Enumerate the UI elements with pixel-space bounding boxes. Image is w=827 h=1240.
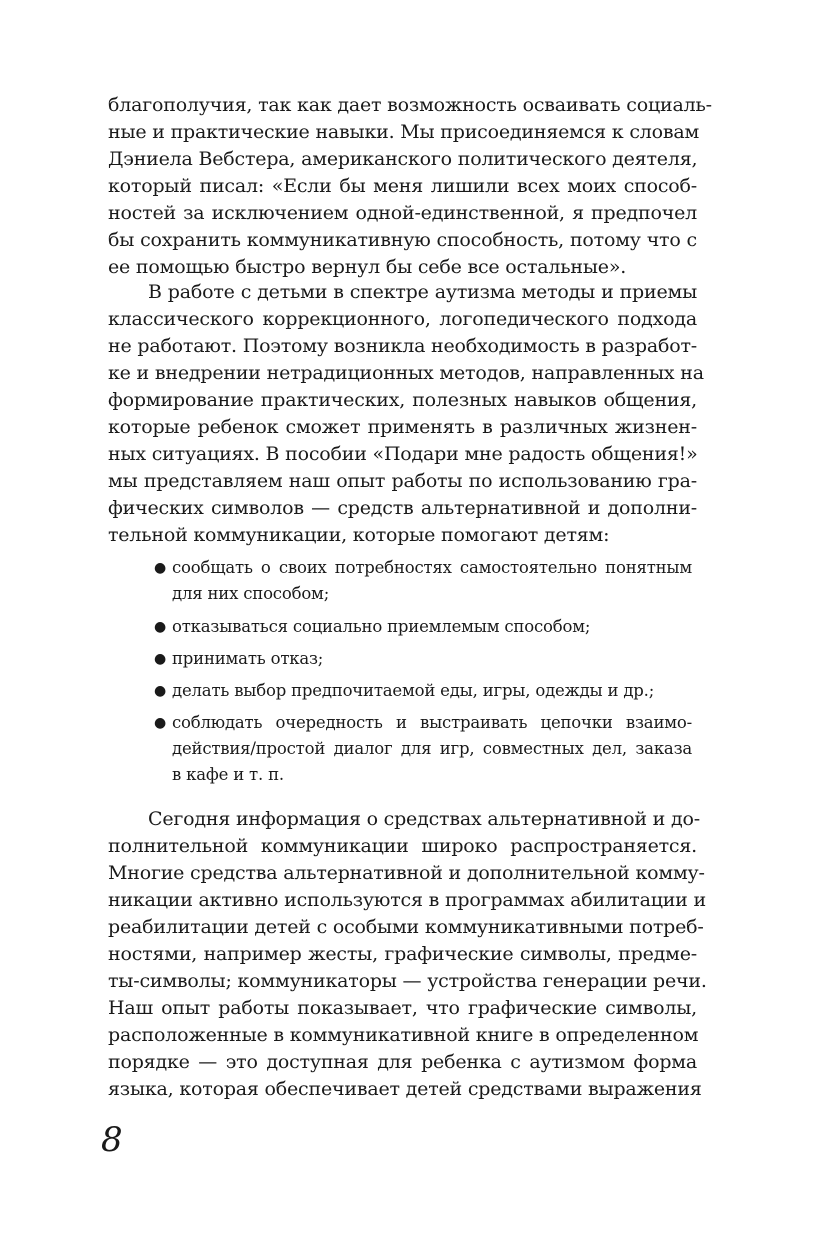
- paragraph-3-line: реабилитации детей с особыми коммуникативными потреб-: [108, 916, 704, 938]
- paragraph-2-line: формирование практических, полезных навыков общения,: [108, 389, 697, 411]
- paragraph-3-line: Многие средства альтернативной и дополнительной комму-: [108, 862, 705, 884]
- paragraph-2-line: не работают. Поэтому возникла необходимость в разработ-: [108, 335, 697, 357]
- paragraph-2-line: мы представляем наш опыт работы по использованию гра-: [108, 470, 697, 492]
- bullet-item-line: принимать отказ;: [172, 649, 324, 668]
- paragraph-1-line: ее помощью быстро вернул бы себе все остальные».: [108, 256, 627, 278]
- bullet-item-line: сообщать о своих потребностях самостоятельно понятным: [172, 558, 692, 577]
- paragraph-2-line: которые ребенок сможет применять в различных жизнен-: [108, 416, 697, 438]
- paragraph-3-line: ты-символы; коммуникаторы — устройства генерации речи.: [108, 970, 707, 992]
- bullet-marker: ●: [154, 651, 167, 667]
- paragraph-3-line: Сегодня информация о средствах альтернативной и до-: [148, 808, 700, 830]
- paragraph-2-line: В работе с детьми в спектре аутизма методы и приемы: [148, 281, 697, 303]
- bullet-item-line: отказываться социально приемлемым способом;: [172, 617, 591, 636]
- paragraph-1-line: ностей за исключением одной-единственной, я предпочел: [108, 202, 697, 224]
- bullet-item-line: действия/простой диалог для игр, совместных дел, заказа: [172, 739, 692, 758]
- paragraph-2-line: тельной коммуникации, которые помогают детям:: [108, 524, 610, 546]
- paragraph-3-line: полнительной коммуникации широко распространяется.: [108, 835, 697, 857]
- page-number: 8: [101, 1120, 123, 1160]
- paragraph-2-line: ке и внедрении нетрадиционных методов, направленных на: [108, 362, 704, 384]
- bullet-item-line: соблюдать очередность и выстраивать цепочки взаимо-: [172, 713, 692, 732]
- bullet-item-line: для них способом;: [172, 584, 330, 603]
- bullet-item-line: делать выбор предпочитаемой еды, игры, одежды и др.;: [172, 681, 655, 700]
- paragraph-1-line: благополучия, так как дает возможность осваивать социаль-: [108, 94, 712, 116]
- paragraph-3-line: языка, которая обеспечивает детей средствами выражения: [108, 1078, 702, 1100]
- paragraph-2-line: фических символов — средств альтернативной и дополни-: [108, 497, 697, 519]
- paragraph-3-line: Наш опыт работы показывает, что графические символы,: [108, 997, 697, 1019]
- paragraph-1-line: бы сохранить коммуникативную способность, потому что с: [108, 229, 697, 251]
- bullet-item-line: в кафе и т. п.: [172, 765, 284, 784]
- bullet-marker: ●: [154, 683, 167, 699]
- paragraph-2-line: ных ситуациях. В пособии «Подари мне радость общения!»: [108, 443, 698, 465]
- bullet-marker: ●: [154, 715, 167, 731]
- paragraph-1-line: который писал: «Если бы меня лишили всех моих способ-: [108, 175, 697, 197]
- paragraph-2-line: классического коррекционного, логопедического подхода: [108, 308, 697, 330]
- paragraph-1-line: Дэниела Вебстера, американского политического деятеля,: [108, 148, 698, 170]
- paragraph-3-line: ностями, например жесты, графические символы, предме-: [108, 943, 697, 965]
- paragraph-3-line: никации активно используются в программах абилитации и: [108, 889, 706, 911]
- paragraph-1-line: ные и практические навыки. Мы присоединяемся к словам: [108, 121, 700, 143]
- paragraph-3-line: расположенные в коммуникативной книге в определенном: [108, 1024, 699, 1046]
- paragraph-3-line: порядке — это доступная для ребенка с аутизмом форма: [108, 1051, 697, 1073]
- bullet-marker: ●: [154, 560, 167, 576]
- bullet-marker: ●: [154, 619, 167, 635]
